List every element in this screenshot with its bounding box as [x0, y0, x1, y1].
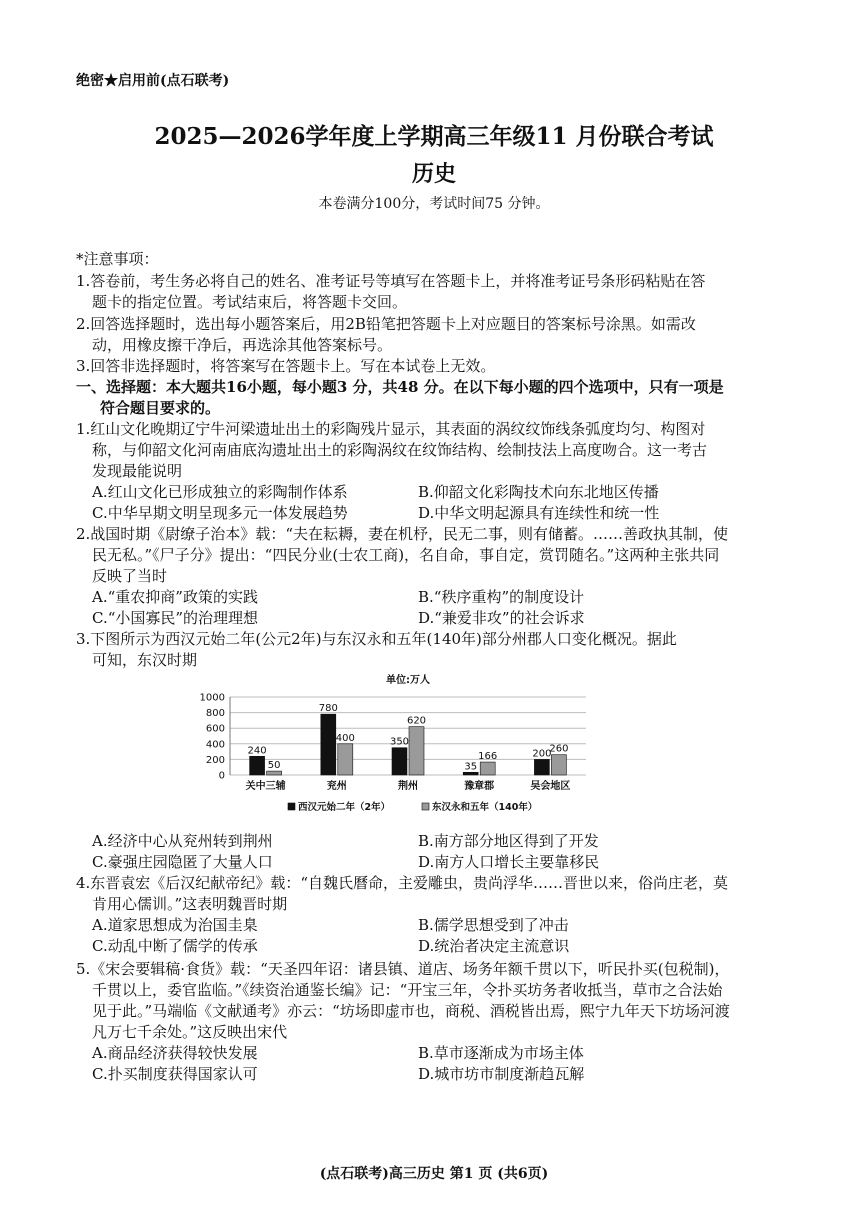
category-label: 关中三辅	[245, 781, 286, 792]
bar-western-han	[321, 714, 336, 775]
bar-western-han	[392, 748, 407, 775]
bar-eastern-han	[551, 755, 566, 775]
q3-option-c: C.豪强庄园隐匿了大量人口	[92, 853, 273, 871]
q3-option-a: A.经济中心从兖州转到荆州	[92, 832, 273, 850]
bar-eastern-han	[409, 727, 424, 775]
chart-title: 单位:万人	[386, 675, 430, 686]
q3-option-b: B.南方部分地区得到了开发	[418, 832, 599, 850]
q1-option-b: B.仰韶文化彩陶技术向东北地区传播	[418, 483, 659, 501]
legend-label: 西汉元始二年（2年）	[298, 802, 391, 813]
q1-stem-line-3: 发现最能说明	[92, 462, 183, 480]
q1-option-d: D.中华文明起源具有连续性和统一性	[418, 504, 660, 522]
q3-stem-line-1: 3.下图所示为西汉元始二年(公元2年)与东汉永和五年(140年)部分州郡人口变化概况。据此	[76, 630, 677, 648]
q5-stem-line-2: 千贯以上，委官监临。”《续资治通鉴长编》记：“开宝三年，令扑买坊务者收抵当，草市之合法始	[92, 981, 723, 999]
notes-heading: *注意事项：	[76, 250, 159, 268]
note-2-line-1: 2.回答选择题时，选出每小题答案后，用2B铅笔把答题卡上对应题目的答案标号涂黑。如需改	[76, 315, 696, 333]
bar-western-han	[534, 759, 549, 775]
q4-stem-line-2: 肯用心儒训。”这表明魏晋时期	[92, 895, 288, 913]
bar-value-label: 35	[464, 761, 478, 773]
q5-stem-line-3: 见于此。”马端临《文献通考》亦云：“坊场即虚市也，商税、酒税皆出焉，熙宁九年天下坊场河渡	[92, 1002, 730, 1020]
note-3: 3.回答非选择题时，将答案写在答题卡上。写在本试卷上无效。	[76, 357, 496, 375]
score-time-line: 本卷满分100分，考试时间75 分钟。	[318, 196, 550, 212]
q4-stem-line-1: 4.东晋袁宏《后汉纪献帝纪》载：“自魏氏曆命，主爱雕虫，贵尚浮华……晋世以来，俗尚庄老，莫	[76, 874, 728, 892]
y-tick-label: 800	[205, 708, 225, 720]
exam-title: 2025—2026学年度上学期高三年级11 月份联合考试	[154, 123, 714, 150]
y-tick-label: 1000	[199, 692, 225, 704]
q1-stem-line-2: 称，与仰韶文化河南庙底沟遗址出土的彩陶涡纹在纹饰结构、绘制技法上高度吻合。这一考古	[92, 441, 708, 459]
category-label: 豫章郡	[464, 781, 495, 792]
q2-stem-line-2: 民无私。”《尸子分》提出：“四民分业(士农工商)，名自命，事自定，赏罚随名。”这两种主张共同	[92, 546, 720, 564]
bar-value-label: 620	[406, 715, 427, 727]
bar-eastern-han	[267, 771, 282, 775]
bar-value-label: 200	[532, 748, 552, 760]
subject-title: 历史	[411, 161, 456, 187]
q2-option-c: C.“小国寡民”的治理理想	[92, 609, 259, 627]
q2-option-b: B.“秩序重构”的制度设计	[418, 588, 585, 606]
q4-option-c: C.动乱中断了儒学的传承	[92, 937, 258, 955]
y-tick-label: 600	[205, 723, 225, 735]
q5-option-c: C.扑买制度获得国家认可	[92, 1065, 258, 1083]
q3-option-d: D.南方人口增长主要靠移民	[418, 853, 600, 871]
section-heading-line-2: 符合题目要求的。	[100, 399, 221, 417]
q5-option-a: A.商品经济获得较快发展	[92, 1044, 258, 1062]
q5-stem-line-1: 5.《宋会要辑稿·食货》载：“天圣四年诏：诸县镇、道店、场务年额千贯以下，听民扑买(包税制)，	[76, 960, 730, 978]
bar-eastern-han	[338, 744, 353, 775]
section-heading-line-1: 一、选择题：本大题共16小题，每小题3 分，共48 分。在以下每小题的四个选项中，只有一项是	[76, 378, 724, 396]
legend-label: 东汉永和五年（140年）	[432, 802, 538, 813]
page-footer: (点石联考)高三历史 第1 页 (共6页)	[319, 1166, 549, 1182]
y-tick-label: 200	[205, 754, 225, 766]
note-2-line-2: 动，用橡皮擦干净后，再选涂其他答案标号。	[92, 336, 393, 354]
bar-value-label: 166	[478, 751, 498, 763]
note-1-line-1: 1.答卷前，考生务必将自己的姓名、准考证号等填写在答题卡上，并将准考证号条形码粘贴在答	[76, 272, 706, 290]
category-label: 荆州	[398, 781, 418, 792]
legend-swatch	[422, 803, 429, 810]
y-tick-label: 400	[205, 739, 225, 751]
bar-value-label: 350	[389, 736, 410, 748]
bar-eastern-han	[480, 762, 495, 775]
q1-option-a: A.红山文化已形成独立的彩陶制作体系	[92, 483, 348, 501]
bar-value-label: 240	[247, 745, 267, 757]
q2-option-a: A.“重农抑商”政策的实践	[92, 588, 258, 606]
q2-stem-line-3: 反映了当时	[92, 567, 168, 585]
category-label: 吴会地区	[530, 781, 571, 792]
q1-option-c: C.中华早期文明呈现多元一体发展趋势	[92, 504, 348, 522]
q5-stem-line-4: 凡万七千余处。”这反映出宋代	[92, 1023, 288, 1041]
q2-option-d: D.“兼爱非攻”的社会诉求	[418, 609, 585, 627]
note-1-line-2: 题卡的指定位置。考试结束后，将答题卡交回。	[92, 293, 408, 311]
q1-stem-line-1: 1.红山文化晚期辽宁牛河梁遗址出土的彩陶残片显示，其表面的涡纹纹饰线条弧度均匀、构图对	[76, 420, 706, 438]
q3-stem-line-2: 可知，东汉时期	[92, 651, 198, 669]
bar-western-han	[250, 756, 265, 775]
population-chart	[190, 670, 610, 820]
q4-option-b: B.儒学思想受到了冲击	[418, 916, 569, 934]
bar-value-label: 400	[335, 732, 355, 744]
q4-option-a: A.道家思想成为治国圭臬	[92, 916, 258, 934]
legend-swatch	[288, 803, 295, 810]
bar-value-label: 50	[267, 760, 281, 772]
population-chart-svg	[190, 670, 610, 820]
q2-stem-line-1: 2.战国时期《尉缭子治本》载：“夫在耘耨，妻在机杼，民无二事，则有储蓄。……善政执其制，使	[76, 525, 728, 543]
bar-value-label: 780	[318, 703, 338, 715]
bar-western-han	[463, 772, 478, 775]
q4-option-d: D.统治者决定主流意识	[418, 937, 570, 955]
q5-option-d: D.城市坊市制度渐趋瓦解	[418, 1065, 585, 1083]
confidential-mark: 绝密★启用前(点石联考)	[76, 73, 230, 89]
y-tick-label: 0	[218, 770, 225, 782]
category-label: 兖州	[326, 781, 347, 792]
bar-value-label: 260	[549, 743, 569, 755]
q5-option-b: B.草市逐渐成为市场主体	[418, 1044, 584, 1062]
